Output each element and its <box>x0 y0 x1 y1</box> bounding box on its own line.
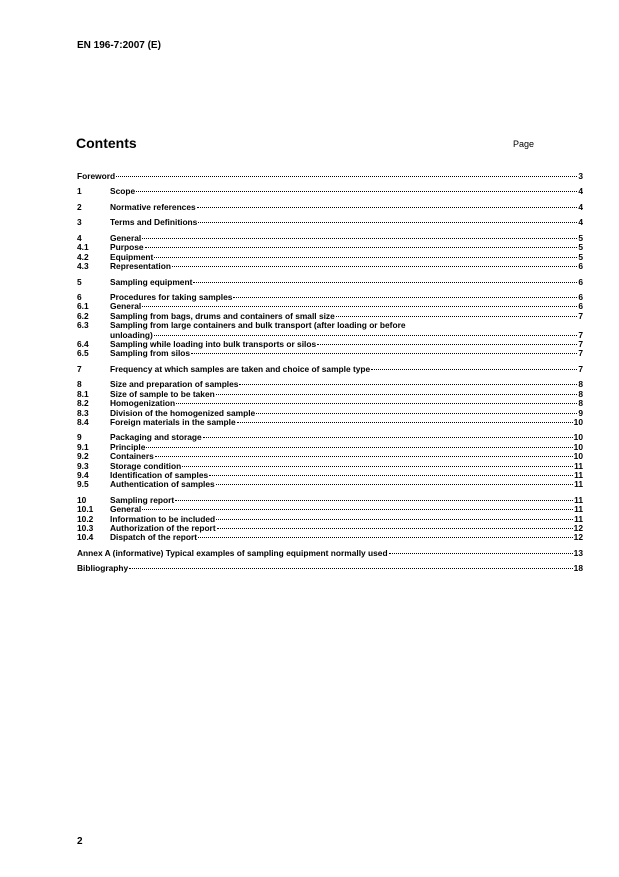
toc-dot-leader <box>198 222 577 223</box>
toc-entry-number: 4.2 <box>77 251 89 262</box>
toc-entry-title: Sampling report <box>110 494 175 505</box>
toc-entry-page: 11 <box>574 504 583 515</box>
toc-entry[interactable] <box>77 187 583 196</box>
toc-dot-leader <box>193 282 577 283</box>
toc-entry-number: 10.1 <box>77 504 94 515</box>
toc-entry-page: 10 <box>573 451 583 462</box>
toc-entry-page: 7 <box>578 310 583 321</box>
toc-entry-page: 7 <box>578 363 583 374</box>
toc-dot-leader <box>317 344 577 345</box>
toc-entry-page: 4 <box>578 201 583 212</box>
toc-dot-leader <box>182 466 573 467</box>
toc-dot-leader <box>256 413 577 414</box>
toc-entry-page: 10 <box>573 441 583 452</box>
toc-entry-title: Sampling from bags, drums and containers of small size <box>110 310 335 321</box>
toc-entry[interactable] <box>77 496 583 505</box>
toc-entry-page: 9 <box>578 407 583 418</box>
toc-dot-leader <box>216 394 578 395</box>
toc-entry-number: 6.2 <box>77 310 89 321</box>
toc-entry-number: 6.4 <box>77 339 89 350</box>
toc-dot-leader <box>142 509 573 510</box>
toc-dot-leader <box>197 207 578 208</box>
toc-entry[interactable] <box>77 480 583 489</box>
toc-entry[interactable] <box>77 533 583 542</box>
toc-entry-title: General <box>110 504 142 515</box>
toc-entry-number: 3 <box>77 217 82 228</box>
toc-entry-page: 10 <box>573 432 583 443</box>
toc-entry-page: 12 <box>573 523 583 534</box>
toc-dot-leader <box>116 176 577 177</box>
toc-entry-title: Normative references <box>110 201 196 212</box>
toc-entry-title: Storage condition <box>110 460 182 471</box>
toc-entry[interactable] <box>77 262 583 271</box>
toc-entry-number: 8.2 <box>77 398 89 409</box>
toc-entry[interactable] <box>77 234 583 243</box>
toc-entry[interactable] <box>77 418 583 427</box>
toc-dot-leader <box>389 553 573 554</box>
toc-entry-page: 7 <box>578 348 583 359</box>
toc-entry-number: 9 <box>77 432 82 443</box>
toc-dot-leader <box>136 191 577 192</box>
toc-entry-title: Homogenization <box>110 398 176 409</box>
toc-entry-title: unloading) <box>110 329 153 340</box>
toc-entry[interactable] <box>77 564 583 573</box>
toc-entry-title: Scope <box>110 186 136 197</box>
page-number: 2 <box>77 836 83 847</box>
toc-dot-leader <box>142 238 577 239</box>
toc-dot-leader <box>176 403 577 404</box>
toc-entry-page: 5 <box>578 242 583 253</box>
toc-dot-leader <box>203 437 573 438</box>
toc-entry[interactable] <box>77 349 583 358</box>
toc-entry-title: Frequency at which samples are taken and choice of sample type <box>110 363 371 374</box>
toc-dot-leader <box>209 475 573 476</box>
toc-entry-title: Size and preparation of samples <box>110 379 239 390</box>
toc-entry-page: 3 <box>578 171 583 181</box>
toc-entry-number: 4.1 <box>77 242 89 253</box>
toc-entry-title: Purpose <box>110 242 144 253</box>
toc-dot-leader <box>154 257 577 258</box>
toc-entry-page: 7 <box>578 339 583 350</box>
toc-entry-title: Terms and Definitions <box>110 217 198 228</box>
toc-entry[interactable] <box>77 278 583 287</box>
toc-entry-number: 6.1 <box>77 301 89 312</box>
toc-entry-number: 8.1 <box>77 388 89 399</box>
toc-entry-number: 7 <box>77 363 82 374</box>
toc-entry-page: 8 <box>578 398 583 409</box>
toc-entry-number: 6.3 <box>77 320 89 331</box>
toc-dot-leader <box>172 266 577 267</box>
toc-entry-number: 10.3 <box>77 523 94 534</box>
toc-entry-title: Packaging and storage <box>110 432 202 443</box>
toc-entry-page: 10 <box>573 416 583 427</box>
toc-entry-title: General <box>110 232 142 243</box>
toc-dot-leader <box>371 369 577 370</box>
toc-entry-page: 6 <box>578 292 583 303</box>
toc-entry-number: 8 <box>77 379 82 390</box>
page-column-label: Page <box>513 139 535 149</box>
toc-entry-title: Information to be included <box>110 513 216 524</box>
toc-entry-title: Foreign materials in the sample <box>110 416 236 427</box>
toc-dot-leader <box>216 484 573 485</box>
toc-entry-title: Sampling from silos <box>110 348 191 359</box>
toc-dot-leader <box>336 316 578 317</box>
toc-entry-page: 7 <box>578 329 583 340</box>
toc-dot-leader <box>142 306 577 307</box>
toc-entry-page: 11 <box>574 513 583 524</box>
toc-entry[interactable] <box>77 549 583 558</box>
toc-entry-title: Authorization of the report <box>110 523 216 534</box>
toc-entry-number: 9.5 <box>77 479 89 490</box>
toc-entry-title: Size of sample to be taken <box>110 388 215 399</box>
toc-entry-number: 9.1 <box>77 441 89 452</box>
toc-dot-leader <box>175 500 573 501</box>
toc-dot-leader <box>145 247 578 248</box>
toc-entry-number: 4.3 <box>77 261 89 272</box>
toc-entry-title: Sampling equipment <box>110 276 193 287</box>
toc-dot-leader <box>154 335 578 336</box>
toc-dot-leader <box>239 384 577 385</box>
toc-entry-number: 8.4 <box>77 416 89 427</box>
toc-entry-title: General <box>110 301 142 312</box>
toc-entry-title: Dispatch of the report <box>110 532 198 543</box>
toc-dot-leader <box>155 456 573 457</box>
toc-entry-page: 5 <box>578 232 583 243</box>
toc-entry-page: 12 <box>573 532 583 543</box>
toc-entry-title: Procedures for taking samples <box>110 292 233 303</box>
toc-entry-title: Sampling from large containers and bulk transport (after loading or before <box>110 320 406 331</box>
toc-entry-title: Equipment <box>110 251 154 262</box>
toc-entry-page: 8 <box>578 379 583 390</box>
toc-entry-title: Annex A (informative) Typical examples of sampling equipment normally used <box>77 547 388 558</box>
toc-entry-number: 2 <box>77 201 82 212</box>
toc-entry[interactable] <box>77 218 583 227</box>
toc-entry-number: 1 <box>77 186 82 197</box>
toc-entry-number: 10 <box>77 494 87 505</box>
toc-dot-leader <box>216 519 573 520</box>
toc-entry-title: Identification of samples <box>110 470 209 480</box>
toc-dot-leader <box>198 537 573 538</box>
toc-entry-page: 11 <box>574 479 583 490</box>
toc-entry-title: Representation <box>110 261 171 272</box>
table-of-contents <box>77 172 583 574</box>
toc-entry-page: 6 <box>578 261 583 272</box>
toc-entry-page: 5 <box>578 251 583 262</box>
toc-entry[interactable] <box>77 293 583 302</box>
toc-entry-title: Foreword <box>77 171 116 181</box>
toc-entry-title: Containers <box>110 451 154 462</box>
toc-entry-page: 11 <box>574 460 583 471</box>
toc-entry[interactable] <box>77 172 583 181</box>
toc-entry-title: Division of the homogenized sample <box>110 407 256 418</box>
toc-entry-page: 8 <box>578 388 583 399</box>
toc-dot-leader <box>191 353 577 354</box>
toc-entry-number: 4 <box>77 232 82 243</box>
toc-entry-number: 5 <box>77 276 82 287</box>
toc-entry[interactable] <box>77 203 583 212</box>
toc-entry-number: 9.3 <box>77 460 89 471</box>
toc-entry-page: 11 <box>574 494 583 505</box>
toc-entry-number: 10.2 <box>77 513 94 524</box>
toc-entry-number: 6.5 <box>77 348 89 359</box>
toc-entry-page: 13 <box>573 547 583 558</box>
toc-dot-leader <box>129 568 572 569</box>
toc-dot-leader <box>217 528 573 529</box>
toc-entry-title: Bibliography <box>77 563 129 574</box>
toc-entry-page: 4 <box>578 217 583 228</box>
toc-entry-number: 9.2 <box>77 451 89 462</box>
toc-entry-page: 6 <box>578 301 583 312</box>
toc-entry-title: Authentication of samples <box>110 479 215 490</box>
toc-entry-number: 8.3 <box>77 407 89 418</box>
document-header-id: EN 196-7:2007 (E) <box>77 40 161 51</box>
toc-entry[interactable] <box>77 365 583 374</box>
toc-entry-title: Sampling while loading into bulk transports or silos <box>110 339 317 350</box>
toc-entry[interactable] <box>77 433 583 442</box>
contents-heading: Contents <box>76 135 137 151</box>
toc-entry-page: 18 <box>573 563 583 574</box>
toc-entry-number: 9.4 <box>77 470 89 480</box>
toc-dot-leader <box>237 422 573 423</box>
toc-dot-leader <box>233 297 577 298</box>
toc-entry-number: 6 <box>77 292 82 303</box>
toc-entry-page: 11 <box>574 470 583 480</box>
toc-entry-page: 6 <box>578 276 583 287</box>
toc-entry-title: Principle <box>110 441 146 452</box>
toc-entry-number: 10.4 <box>77 532 94 543</box>
toc-dot-leader <box>146 447 572 448</box>
toc-entry-page: 4 <box>578 186 583 197</box>
